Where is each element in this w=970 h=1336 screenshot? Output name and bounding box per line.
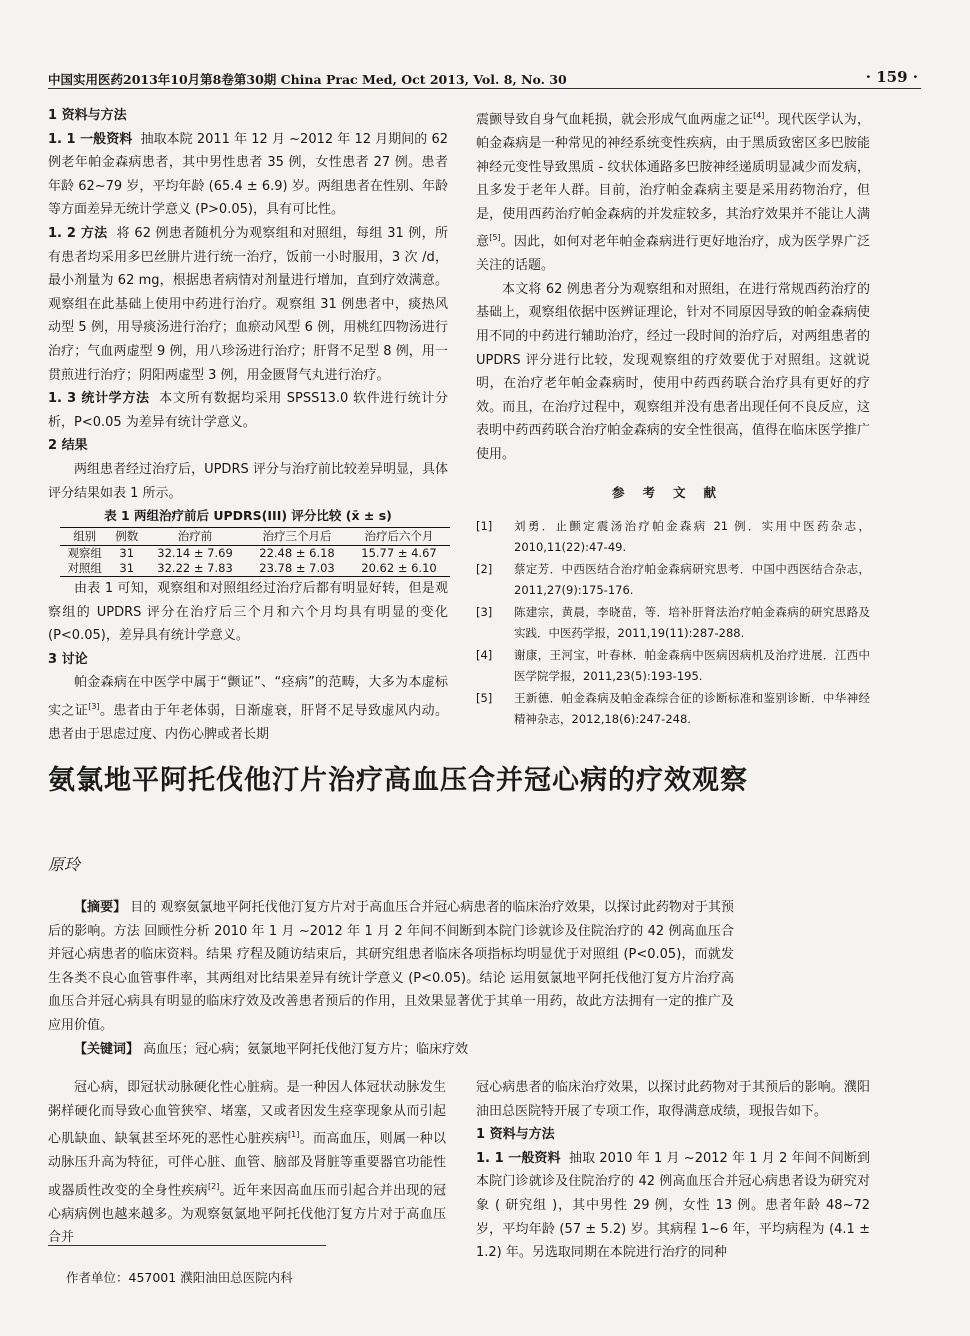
table-header-row — [60, 528, 450, 546]
paragraph — [476, 104, 870, 278]
article-author: 原玲 — [48, 855, 81, 874]
reference-text: 王新德．帕金森病及帕金森综合征的诊断标准和鉴别诊断．中华神经精神杂志，2012,18(6):247-248. — [514, 691, 870, 726]
reference-text: 蔡定芳．中西医结合治疗帕金森病研究思考．中国中西医结合杂志，2011,27(9):175-176. — [514, 562, 870, 597]
subheading: 1. 3 统计学方法 — [48, 391, 150, 407]
paragraph-text: 抽取 2010 年 1 月 ~2012 年 1 月 2 年间不间断到本院门诊就诊及住院治疗的 42 例高血压合并冠心病患者设为研究对象 ( 研究组 )，其中男性 29 例，女性 13 例。患者年龄 48~72 岁，平均年龄 (57 ± 5.2) 岁。其病程 1~6 年，平均病程为 (4.1 ± 1.2) 年。另选取同期在本院进行治疗的同种 — [476, 1150, 870, 1261]
reference-number: [3] — [476, 605, 493, 620]
paragraph-text: 。现代医学认为，帕金森病是一种常见的神经系统变性疾病，由于黑质致密区多巴胺能神经元变性导致黑质 - 纹状体通路多巴胺神经递质明显减少而发病，且多发于老年人群。目前，治疗帕金森病主要是采用药物治疗，但是，使用西药治疗帕金森病的并发症较多，其治疗效果并不能让人满意 — [476, 112, 870, 250]
section-heading: 2 结果 — [48, 438, 88, 454]
subheading: 1. 1 一般资料 — [476, 1150, 561, 1166]
paragraph-text: 帕金森病在中医学中属于“颤证”、“痉病”的范畴，大多为本虚标实之证 — [48, 675, 448, 719]
table-cell: 31 — [109, 561, 144, 577]
table-header-cell: 例数 — [109, 528, 144, 546]
paragraph: 本文将 62 例患者分为观察组和对照组，在进行常规西药治疗的基础上，观察组依据中医辨证理论，针对不同原因导致的帕金森病使用不同的中药进行辅助治疗，经过一段时间的治疗后，对两组患者的 UPDRS 评分进行比较，发现观察组的疗效要优于对照组。这就说明，在治疗老年帕金森病时，使用中药西药联合治疗具有更好的疗效。而且，在治疗过程中，观察组并没有患者出现任何不良反应，这表明中药西药联合治疗帕金森病的安全性很高，值得在临床医学推广使用。 — [476, 281, 870, 462]
paragraph: 冠心病患者的临床治疗效果，以探讨此药物对于其预后的影响。濮阳油田总医院特开展了专项工作，取得满意成绩，现报告如下。 — [476, 1080, 870, 1119]
citation: [2] — [207, 1181, 220, 1191]
citation: [3] — [88, 702, 100, 712]
abstract-block — [48, 896, 734, 1061]
table-cell: 31 — [119, 546, 135, 561]
article-title: 氨氯地平阿托伐他汀片治疗高血压合并冠心病的疗效观察 — [48, 765, 748, 796]
table-header-cell: 治疗三个月后 — [246, 528, 348, 546]
paragraph-text: 。近年来因高血压而引起合并出现的冠心病病例也越来越多。为观察氨氯地平阿托伐他汀复方片对于高血压合并 — [48, 1183, 446, 1246]
subheading: 1. 2 方法 — [48, 225, 108, 241]
reference-number: [5] — [476, 691, 493, 706]
footnote-rule — [48, 1245, 326, 1246]
section-heading: 3 讨论 — [48, 651, 88, 667]
paragraph — [48, 671, 448, 746]
reference-text: 陈建宗，黄晨，李晓苗，等．培补肝肾法治疗帕金森病的研究思路及实践．中医药学报，2011,19(11):287-288. — [514, 605, 870, 640]
paragraph-text: 。患者由于年老体弱，日渐虚衰，肝肾不足导致虚风内动。患者由于思虑过度、内伤心脾或者长期 — [48, 703, 448, 742]
keywords-label: 【关键词】 — [74, 1041, 140, 1057]
journal-info: 中国实用医药2013年10月第8卷第30期 China Prac Med, Oct 2013, Vol. 8, No. 30 — [48, 72, 567, 87]
abstract — [48, 896, 734, 1038]
table-cell: 15.77 ± 4.67 — [361, 546, 437, 561]
paragraph-text: 震颤导致自身气血耗损，就会形成气血两虚之证 — [476, 112, 754, 128]
reference-text: 谢康，王河宝，叶春林．帕金森病中医病因病机及治疗进展．江西中医学院学报，2011,23(5):193-195. — [514, 648, 870, 683]
top-left-column — [48, 104, 448, 747]
citation: [5] — [489, 233, 501, 243]
reference-text: 刘勇．止颤定震汤治疗帕金森病 21 例．实用中医药杂志，2010,11(22):47-49. — [514, 519, 870, 554]
section-heading: 1 资料与方法 — [476, 1127, 555, 1143]
table-row — [60, 561, 450, 577]
reference-item — [476, 559, 870, 600]
results-table — [60, 527, 450, 577]
table-cell: 对照组 — [60, 561, 109, 577]
table-cell: 观察组 — [67, 546, 102, 561]
paragraph-text: 。而高血压，则属一种以动脉压升高为特征，可伴心脏、血管、脑部及肾脏等重要器官功能性或器质性改变的全身性疾病 — [48, 1131, 446, 1199]
reference-list — [476, 516, 870, 729]
reference-item — [476, 645, 870, 686]
running-header — [48, 68, 918, 90]
citation: [1] — [287, 1130, 300, 1140]
table-cell: 32.14 ± 7.69 — [157, 546, 233, 561]
paragraph-text: 抽取本院 2011 年 12 月 ~2012 年 12 月期间的 62 例老年帕金森病患者，其中男性患者 35 例，女性患者 27 例。患者年龄 62~79 岁，平均年龄 (65.4 ± 6.9) 岁。两组患者在性别、年龄等方面差异无统计学意义 (P>0.05)，具有可比性。 — [48, 131, 448, 218]
table-header-cell: 组别 — [60, 528, 109, 546]
paragraph — [476, 1147, 870, 1265]
paragraph — [48, 387, 448, 434]
keywords — [48, 1038, 734, 1062]
page-number: · 159 · — [865, 68, 918, 86]
table-header-cell: 治疗后六个月 — [348, 528, 450, 546]
reference-number: [2] — [476, 562, 493, 577]
paragraph — [48, 128, 448, 222]
header-rule — [48, 88, 921, 89]
citation: [4] — [753, 111, 765, 120]
table-cell: 20.62 ± 6.10 — [348, 561, 450, 577]
table-header-cell: 治疗前 — [144, 528, 246, 546]
paragraph-text: 冠心病，即冠状动脉硬化性心脏病。是一种因人体冠状动脉发生粥样硬化而导致心血管狭窄、堵塞，又或者因发生痉挛现象从而引起心肌缺血、缺氧甚至坏死的恶性心脏疾病 — [48, 1080, 446, 1147]
paragraph: 由表 1 可知，观察组和对照组经过治疗后都有明显好转，但是观察组的 UPDRS 评分在治疗后三个月和六个月均具有明显的变化 (P<0.05)，差异具有统计学意义。 — [48, 581, 448, 644]
abstract-text: 目的 观察氨氯地平阿托伐他汀复方片对于高血压合并冠心病患者的临床治疗效果，以探讨此药物对于其预后的影响。方法 回顾性分析 2010 年 1 月 ~2012 年 1 月 2 年间不间断到本院门诊就诊及住院治疗的 42 例高血压合并冠心病患者的临床资料。结果 疗程及随访结束后，其研究组患者临床各项指标均明显优于对照组 (P<0.05)，而就发生各类不良心血管事件率，其两组对比结果差异有统计学意义 (P<0.05)。结论 运用氨氯地平阿托伐他汀复方片治疗高血压合并冠心病具有明显的临床疗效及改善患者预后的作用，且效果显著优于其单一用药，故此方法拥有一定的推广及应用价值。 — [48, 900, 734, 1033]
reference-item — [476, 602, 870, 643]
paragraph-text: 将 62 例患者随机分为观察组和对照组，每组 31 例，所有患者均采用多巴丝肼片进行统一治疗，饭前一小时服用，3 次 /d，最小剂量为 62 mg，根据患者病情对剂量进行增加，直到疗效满意。观察组在此基础上使用中药进行治疗。观察组 31 例患者中，痰热风动型 5 例，用导痰汤进行治疗；血瘀动风型 6 例，用桃红四物汤进行治疗；气血两虚型 9 例，用八珍汤进行治疗；肝肾不足型 8 例，用一贯煎进行治疗；阴阳两虚型 3 例，用金匮肾气丸进行治疗。 — [48, 225, 448, 383]
top-right-column — [476, 104, 870, 731]
bottom-left-column — [48, 1076, 446, 1250]
reference-item — [476, 516, 870, 557]
paragraph-text: 。因此，如何对老年帕金森病进行更好地治疗，成为医学界广泛关注的话题。 — [476, 234, 870, 274]
table-row — [60, 546, 450, 562]
paragraph: 两组患者经过治疗后，UPDRS 评分与治疗前比较差异明显，具体评分结果如表 1 所示。 — [48, 461, 448, 501]
section-heading: 1 资料与方法 — [48, 108, 127, 123]
keywords-text: 高血压；冠心病；氨氯地平阿托伐他汀复方片；临床疗效 — [139, 1041, 469, 1057]
table-caption: 表 1 两组治疗前后 UPDRS(III) 评分比较 (x̄ ± s) — [104, 508, 392, 524]
paragraph-text: 本文所有数据均采用 SPSS13.0 软件进行统计分析，P<0.05 为差异有统计学意义。 — [48, 391, 448, 430]
table-cell: 23.78 ± 7.03 — [246, 561, 348, 577]
paragraph — [48, 1076, 446, 1250]
abstract-label: 【摘要】 — [74, 900, 127, 915]
reference-number: [4] — [476, 648, 493, 663]
reference-item — [476, 688, 870, 729]
table-cell: 22.48 ± 6.18 — [259, 546, 335, 561]
table-cell: 32.22 ± 7.83 — [144, 561, 246, 577]
author-affiliation: 作者单位：457001 濮阳油田总医院内科 — [66, 1270, 293, 1285]
subheading: 1. 1 一般资料 — [48, 131, 133, 147]
references-heading: 参考文献 — [611, 484, 734, 500]
paragraph — [48, 222, 448, 387]
reference-number: [1] — [476, 519, 493, 534]
bottom-right-column — [476, 1076, 870, 1265]
